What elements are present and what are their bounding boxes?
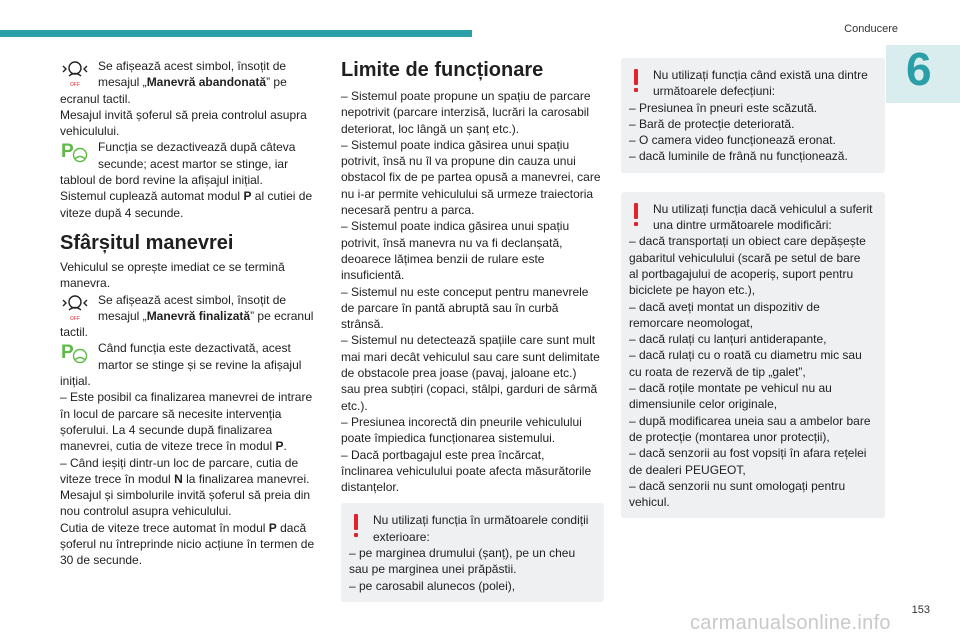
paragraph-end-notes: – Este posibil ca finalizarea manevrei de intrare în locul de parcare să necesite intervenția șoferului. La 4 secunde după finalizarea manevrei, cutia de viteze trece în modul P. – Când ieșiți dintr-un loc de parcare, cutia de viteze trece în modul N la finalizarea manevrei. Mesajul și simbolurile invită șoferul să preia din nou controlul asupra vehiculului. Cutia de viteze trece automat în modul P dacă șoferul nu întreprinde nicio acțiune în termen de 30 de secunde. [60, 390, 315, 568]
paragraph-maneuver-finished: OFF Se afișează acest simbol, însoțit de mesajul „Manevră finalizată” pe ecranul tactil. [60, 292, 314, 340]
warning-box-exterior-conditions: Nu utilizați funcția în următoarele condiții exterioare: – pe marginea drumului (șanț), pe un cheu sau pe marginea unei prăpăstii. – pe carosabil alunecos (polei), [341, 503, 604, 601]
text-line: etc.). [341, 398, 368, 413]
text-line: – Sistemul nu este conceput pentru manevrele [341, 284, 589, 299]
text-line: nu i-ar permite vehiculului să urmeze traiectoria [341, 186, 594, 201]
svg-text:OFF: OFF [70, 82, 80, 88]
text-line: de parcare în pantă abruptă sau în curbă [341, 300, 559, 315]
svg-text:OFF: OFF [70, 315, 80, 322]
text-line: strânsă. [341, 317, 384, 332]
column-left [60, 58, 324, 569]
text-line: – dacă senzorii au fost vopsiți în afara rețelei [629, 446, 867, 461]
text-line: Vehiculul se oprește imediat ce se termină [60, 259, 285, 274]
text-line: de dealeri PEUGEOT, [629, 462, 746, 477]
text-line: – Presiunea incorectă din pneurile vehiculului [341, 414, 582, 429]
text-line: potrivit, însă manevra nu va fi declanșată, [341, 235, 563, 250]
text-line: manevra. [60, 276, 111, 291]
limits-list [341, 88, 604, 495]
text-line: – Dacă portbagajul este prea încărcat, [341, 447, 545, 462]
watermark: carmanualsonline.info [690, 612, 891, 634]
text-line: obstacol fix de pe partea opusă a manevrei, care [341, 170, 601, 185]
text-line: mai mari decât vehiculul sau care sunt delimitate [341, 349, 600, 364]
text-line: de obstacole prea joase (pavaj, jaloane etc.) [341, 366, 577, 381]
chapter-number: 6 [906, 43, 932, 95]
text-line: necesară pentru a parca. [341, 203, 475, 218]
section-title: Conducere [844, 23, 898, 35]
page-number: 153 [911, 604, 930, 616]
warning-icon [633, 203, 639, 227]
text-line: potrivit, însă nu îl va propune din cauza unui [341, 154, 576, 169]
text-line: – Sistemul poate indica găsirea unui spațiu [341, 137, 570, 152]
text-line: insuficientă. [341, 268, 405, 283]
text-line: remorcare neomologat, [629, 315, 754, 330]
text-line: vehicul. [629, 495, 670, 510]
text-line: – dacă rulați cu lanțuri antiderapante, [629, 332, 827, 347]
warning-icon [633, 69, 639, 93]
heading-end-of-maneuver: Sfârșitul manevrei [60, 231, 234, 254]
warning-box-malfunctions: Nu utilizați funcția când există una dintre următoarele defecțiuni: – Presiunea în pneuri este scăzută. – Bară de protecție deteriorată. – O camera video funcționează eronat. – dacă luminile de frână nu funcționează. [621, 58, 885, 173]
svg-text:P: P [61, 342, 74, 364]
text-line: distanțelor. [341, 480, 400, 495]
text-line: – Sistemul nu detectează spațiile care sunt mult [341, 333, 596, 348]
text-line: – dacă rulați cu o roată cu diametru mic sau [629, 348, 862, 363]
text-line: biciclete pe hayon etc.), [629, 283, 756, 298]
heading-operating-limits: Limite de funcționare [341, 59, 544, 81]
text-line: poate împiedica funcționarea sistemului. [341, 431, 556, 446]
text-line: cu roata de rezervă de tip „galet”, [629, 364, 806, 379]
paragraph-deactivation: P Funcția se dezactivează după câteva secunde; acest martor se stinge, iar tabloul de bord revine la afișajul inițial. Sistemul cuplează automat modul P al cutiei de viteze după 4 secunde. [60, 140, 313, 220]
text-line: gabaritul vehiculului (scară pe setul de bare [629, 250, 861, 265]
text-line: înclinarea vehiculului poate afecta măsurătorile [341, 463, 592, 478]
column-right [621, 58, 885, 518]
text-line: al portbagajului de acoperiș, suport pentru [629, 266, 854, 281]
text-line: – Sistemul poate indica găsirea unui spațiu [341, 219, 570, 234]
paragraph-lamp-off: P Când funcția este dezactivată, acest martor se stinge și se revine la afișajul inițial. [60, 341, 302, 389]
text-line: – dacă senzorii nu sunt omologați pentru [629, 478, 846, 493]
text-line: – dacă aveți montat un dispozitiv de [629, 299, 820, 314]
text-line: dimensiunile celor originale, [629, 397, 778, 412]
park-assist-off-icon [60, 292, 90, 322]
text-line: nepotrivit (parcare interzisă, lucrări la carosabil [341, 105, 590, 120]
park-assist-active-icon [60, 139, 90, 169]
text-line: – dacă transportați un obiect care depășește [629, 234, 866, 249]
text-line: sau prea subțiri (copaci, stâlpi, garduri de sârmă [341, 382, 598, 397]
warning-icon [353, 514, 359, 538]
text-line: – după modificarea uneia sau a ambelor bare [629, 413, 871, 428]
park-assist-off-icon [60, 58, 90, 88]
warning-box-modifications: Nu utilizați funcția dacă vehiculul a suferit una dintre următoarele modificări: – dacă transportați un obiect care depășește gabaritul vehiculului (scară pe setul de bare al portbagajului de acoperiș, suport pentru biciclete pe hayon etc.), – dacă aveți montat un dispozitiv de remorcare neomologat, – dacă rulați cu lanțuri antiderapante, – dacă rulați cu o roată cu diametru mic sau cu roata de rezervă de tip „galet”, – dacă roțile montate pe vehicul nu au dimensiunile celor originale, – după modificarea uneia sau a ambelor bare de protecție (montarea unor protecții), – dacă senzorii au fost vopsiți în afara rețelei de dealeri PEUGEOT, – dacă senzorii nu sunt omologați pentru vehicul. [621, 192, 885, 519]
svg-text:P: P [61, 141, 74, 163]
text-line: – dacă roțile montate pe vehicul nu au [629, 381, 832, 396]
column-middle [341, 58, 604, 602]
paragraph-maneuver-aborted: OFF Se afișează acest simbol, însoțit de mesajul „Manevră abandonată” pe ecranul tactil. Mesajul invită șoferul să preia controlul asupra vehiculului. [60, 59, 307, 139]
park-assist-active-icon [60, 340, 90, 370]
text-line: deteriorat, loc lângă un șanț etc.). [341, 121, 520, 136]
text-line: de protecție (montarea unor protecții), [629, 429, 830, 444]
header-accent-bar [0, 30, 472, 37]
text-line: – Sistemul poate propune un spațiu de parcare [341, 89, 591, 103]
text-line: deoarece lățimea benzii de rulare este [341, 251, 545, 266]
